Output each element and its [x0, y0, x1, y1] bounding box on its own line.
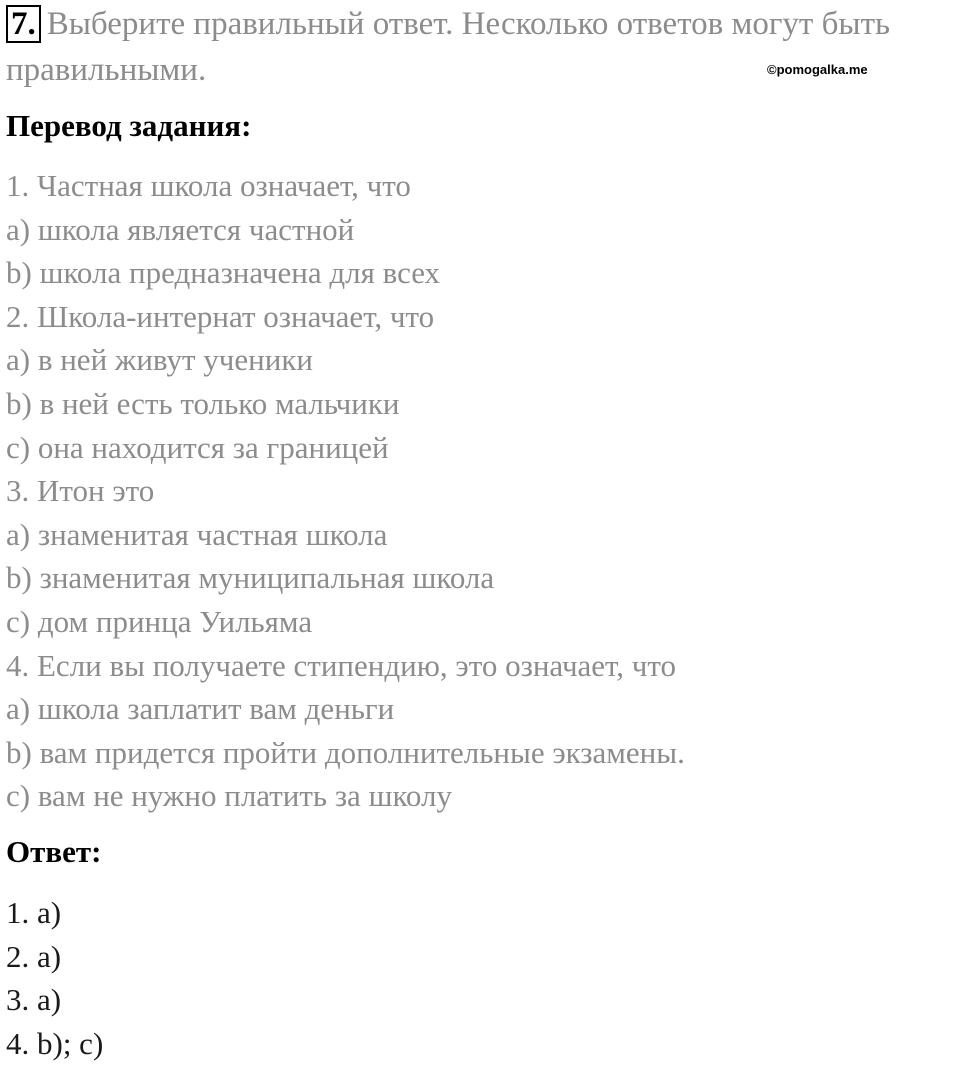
task-instruction-line1: Выберите правильный ответ. Несколько ответов могут быть: [46, 6, 891, 42]
task-instruction: [6, 4, 890, 44]
translation-line: c) вам не нужно платить за школу: [6, 778, 452, 814]
answer-line: 3. a): [6, 982, 62, 1017]
translation-line: 1. Частная школа означает, что: [6, 168, 411, 203]
translation-line: 3. Итон это: [6, 473, 155, 509]
watermark: ©pomogalka.me: [767, 62, 868, 77]
translation-line: b) школа предназначена для всех: [6, 255, 441, 291]
translation-line: a) в ней живут ученики: [6, 342, 313, 378]
answer-line: 4. b); c): [6, 1025, 104, 1061]
translation-line: b) вам придется пройти дополнительные экзамены.: [6, 734, 685, 770]
task-number: 7.: [6, 5, 41, 43]
answer-line: 2. a): [6, 938, 62, 974]
answer-heading: Ответ:: [6, 834, 102, 869]
translation-line: a) школа является частной: [6, 211, 355, 247]
answer-line: 1. a): [6, 895, 62, 930]
translation-line: c) дом принца Уильяма: [6, 603, 313, 639]
translation-line: b) знаменитая муниципальная школа: [6, 560, 495, 596]
task-instruction-line2: правильными.: [6, 52, 207, 88]
translation-line: a) знаменитая частная школа: [6, 516, 388, 552]
translation-line: c) она находится за границей: [6, 429, 389, 465]
answer-list: [6, 891, 103, 1065]
translation-line: a) школа заплатит вам деньги: [6, 691, 395, 727]
translation-line: 4. Если вы получаете стипендию, это означает, что: [6, 647, 676, 683]
translation-heading: Перевод задания:: [6, 108, 252, 143]
translation-list: [6, 164, 685, 818]
translation-line: 2. Школа-интернат означает, что: [6, 298, 435, 334]
translation-line: b) в ней есть только мальчики: [6, 385, 400, 421]
